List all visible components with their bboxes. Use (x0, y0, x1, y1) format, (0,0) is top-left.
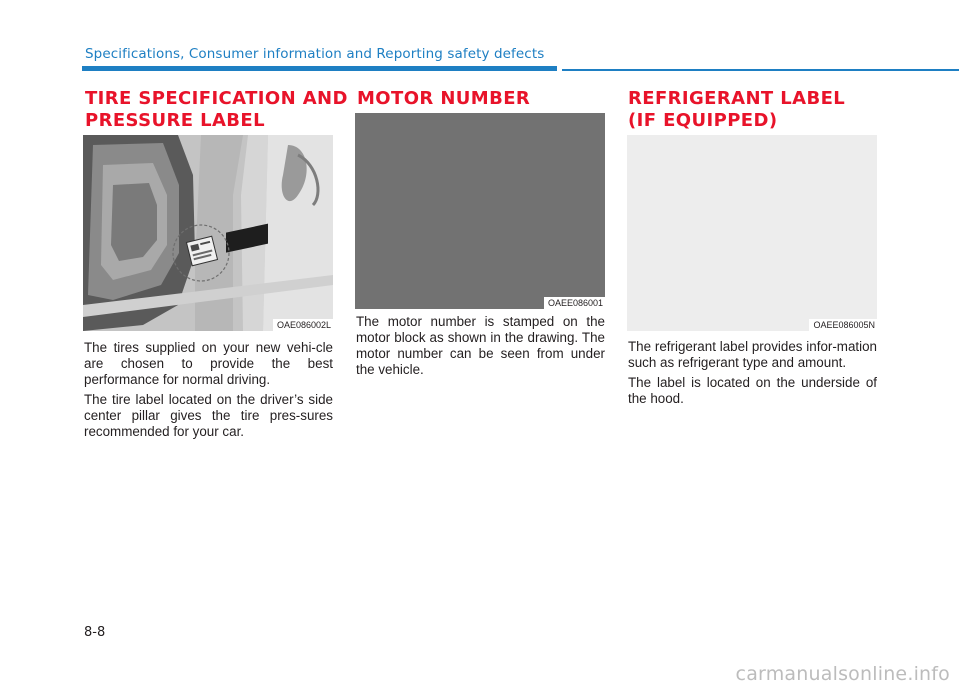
refrigerant-label-illustration (627, 135, 877, 331)
header-rule-thick (82, 66, 557, 71)
tire-label-figure (83, 135, 333, 331)
heading-refrigerant-label (628, 88, 845, 132)
motor-number-figure (355, 113, 605, 309)
figure-code: OAE086002L (273, 319, 333, 331)
refrigerant-label-text (628, 339, 877, 411)
heading-line: (IF EQUIPPED) (628, 110, 778, 131)
paragraph: The motor number is stamped on the motor block as shown in the drawing. The motor number can be seen from under the vehicle. (356, 314, 605, 377)
watermark: carmanualsonline.info (735, 663, 950, 685)
section-title: Specifications, Consumer information and Reporting safety defects (85, 46, 545, 62)
header-rule-thin (562, 69, 959, 71)
heading-line: TIRE SPECIFICATION AND (85, 88, 348, 109)
paragraph: The refrigerant label provides infor-mation such as refrigerant type and amount. (628, 339, 877, 370)
paragraph: The tire label located on the driver’s side center pillar gives the tire pres-sures recommended for your car. (84, 392, 333, 439)
paragraph: The label is located on the underside of the hood. (628, 375, 877, 406)
tire-label-text (84, 340, 333, 444)
car-door-pillar-tire-label-illustration (83, 135, 333, 331)
paragraph: The tires supplied on your new vehi-cle are chosen to provide the best performance for normal driving. (84, 340, 333, 387)
page-number: 8-8 (84, 625, 106, 640)
motor-block-photo (355, 113, 605, 309)
figure-code: OAEE086001 (544, 297, 605, 309)
heading-motor-number (357, 88, 530, 110)
motor-number-text (356, 314, 605, 382)
figure-code: OAEE086005N (809, 319, 877, 331)
heading-line: PRESSURE LABEL (85, 110, 265, 131)
refrigerant-label-figure (627, 135, 877, 331)
heading-line: MOTOR NUMBER (357, 88, 531, 109)
heading-tire-specification (85, 88, 348, 132)
heading-line: REFRIGERANT LABEL (628, 88, 846, 109)
